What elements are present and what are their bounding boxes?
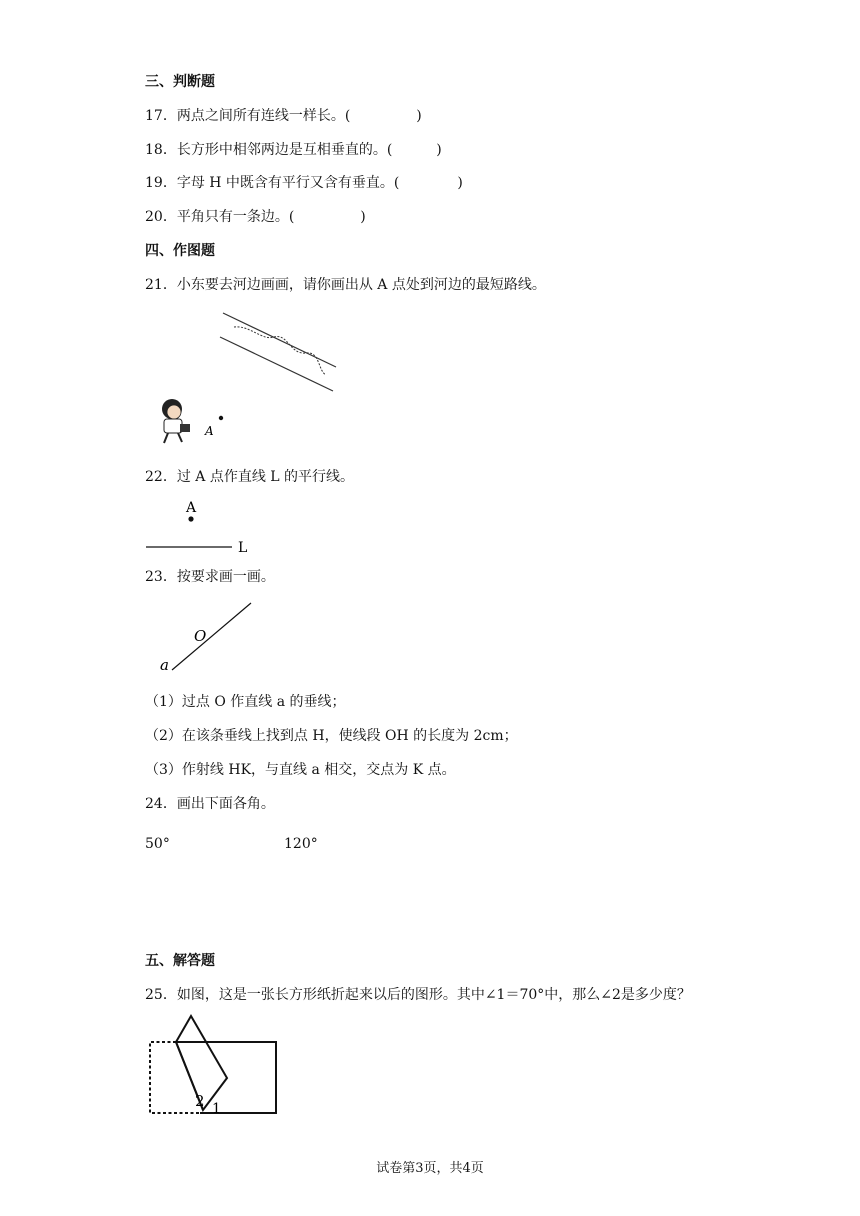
point-a-label: A [205, 424, 214, 438]
point-a-label: A [186, 500, 197, 516]
section-title-draw: 四、作图题 [145, 243, 215, 259]
question-text: 平角只有一条边。( [176, 209, 295, 225]
folded-rectangle-figure [145, 1010, 285, 1120]
angle-2-label: 2 [195, 1092, 205, 1110]
question-20 [145, 208, 366, 226]
point-a [219, 416, 223, 420]
question-number: 18． [145, 142, 177, 158]
question-text: 如图，这是一张长方形纸折起来以后的图形。其中∠1＝70°中，那么∠2是多少度？ [176, 987, 691, 1003]
question-text: 长方形中相邻两边是互相垂直的。( [176, 142, 393, 158]
question-number: 24． [145, 796, 177, 812]
angle-label-50: 50° [145, 836, 170, 852]
page-footer: 试卷第3页，共4页 [376, 1161, 484, 1176]
paren-close: ) [436, 142, 442, 158]
question-17 [145, 107, 422, 125]
river-figure [150, 305, 350, 455]
question-21 [145, 276, 546, 294]
question-text: 按要求画一画。 [176, 569, 275, 585]
question-22 [145, 468, 354, 486]
section-title-judge: 三、判断题 [145, 74, 215, 90]
paren-close: ) [416, 108, 422, 124]
q23-step-3: （3）作射线 HK，与直线 a 相交，交点为 K 点。 [145, 762, 456, 778]
question-text: 字母 H 中既含有平行又含有垂直。( [176, 175, 400, 191]
question-number: 17． [145, 108, 177, 124]
question-number: 22． [145, 469, 177, 485]
parallel-figure [140, 495, 270, 560]
paren-close: ) [457, 175, 463, 191]
section-title-answer: 五、解答题 [145, 953, 215, 969]
line-a-figure [150, 598, 270, 678]
question-number: 23． [145, 569, 177, 585]
boy-illustration-icon [162, 399, 190, 443]
question-23 [145, 568, 275, 586]
q23-step-2: （2）在该条垂线上找到点 H，使线段 OH 的长度为 2cm； [145, 728, 518, 744]
angle-1-label: 1 [212, 1101, 221, 1117]
question-number: 25． [145, 987, 177, 1003]
question-text: 小东要去河边画画，请你画出从 A 点处到河边的最短路线。 [176, 277, 546, 293]
fold-dashed-edge [150, 1042, 200, 1113]
question-number: 21． [145, 277, 177, 293]
river-bank-lower [220, 337, 333, 391]
line-a-label: a [160, 656, 169, 674]
line-l-label: L [238, 540, 248, 556]
line-a [172, 603, 251, 670]
question-text: 两点之间所有连线一样长。( [176, 108, 351, 124]
question-text: 画出下面各角。 [176, 796, 275, 812]
question-number: 20． [145, 209, 177, 225]
question-18 [145, 141, 442, 159]
question-19 [145, 174, 463, 192]
question-24 [145, 795, 275, 813]
question-25 [145, 986, 691, 1004]
river-bank-upper [223, 313, 336, 367]
q23-step-1: （1）过点 O 作直线 a 的垂线； [145, 694, 346, 710]
question-text: 过 A 点作直线 L 的平行线。 [176, 469, 355, 485]
point-o-label: O [194, 627, 207, 645]
question-number: 19． [145, 175, 177, 191]
angle-label-120: 120° [284, 836, 318, 852]
point-a [188, 516, 193, 521]
paren-close: ) [360, 209, 366, 225]
